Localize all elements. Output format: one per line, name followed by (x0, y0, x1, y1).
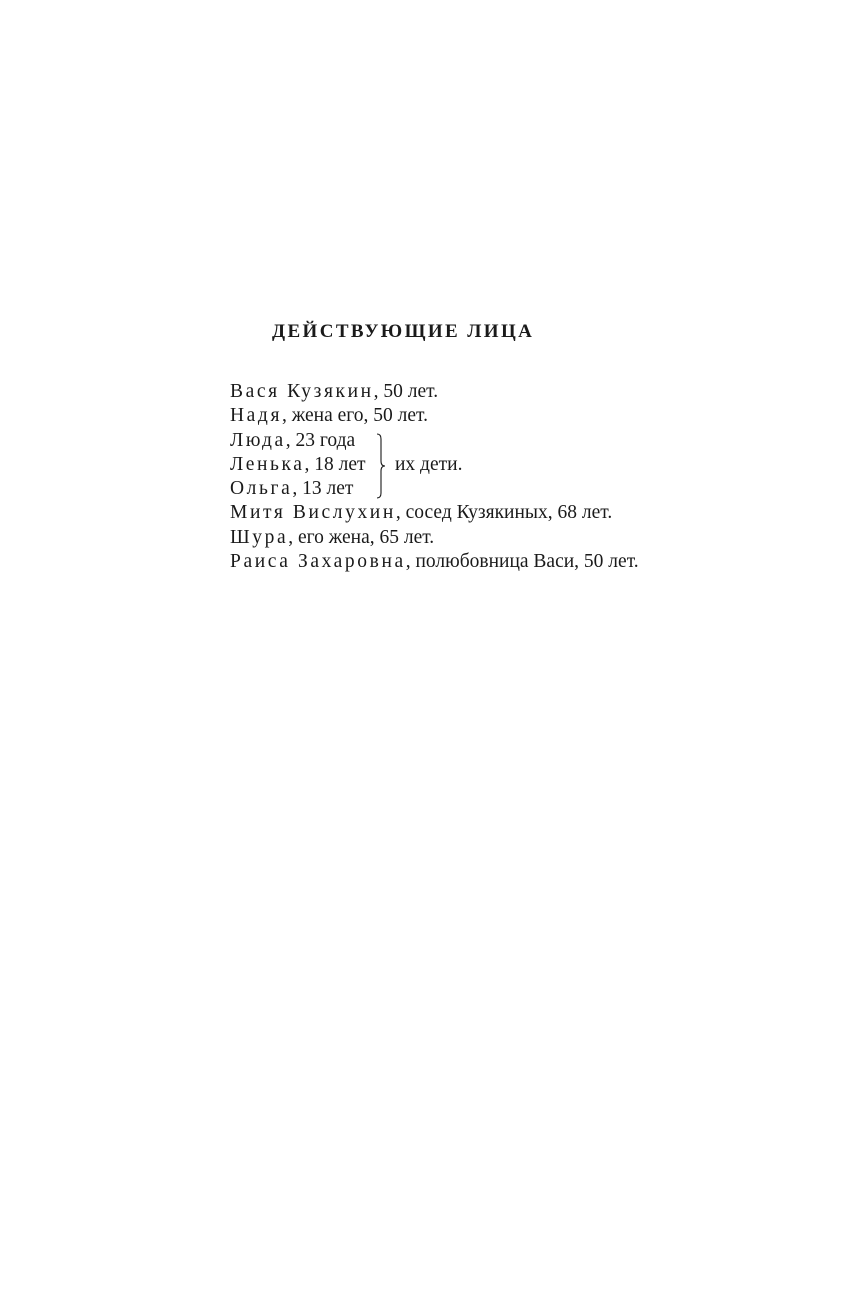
cast-item-vasya (230, 380, 830, 404)
cast-description: , жена его, 50 лет. (282, 405, 428, 427)
cast-name: Ленька (230, 453, 305, 475)
cast-description: , 18 лет (304, 453, 366, 475)
cast-item-shura (230, 526, 830, 550)
cast-description: , 50 лет. (373, 381, 439, 402)
cast-name: Надя (230, 405, 283, 427)
cast-description: , 23 года (285, 429, 356, 451)
cast-item-raisa (230, 550, 830, 574)
cast-description: , сосед Кузякиных, 68 лет. (395, 502, 613, 524)
children-group (230, 429, 830, 502)
right-brace-icon (376, 433, 386, 499)
cast-list (230, 380, 830, 574)
cast-item-olga (230, 477, 375, 501)
cast-name: Шура (230, 526, 289, 548)
cast-item-mitya (230, 501, 830, 525)
cast-name: Митя Вислухин (230, 502, 396, 524)
cast-description: , полюбовница Васи, 50 лет. (405, 551, 639, 573)
cast-name: Люда (230, 429, 286, 451)
cast-item-lenka (230, 453, 375, 477)
children-group-label: их дети. (395, 453, 463, 475)
cast-description: , 13 лет (292, 478, 354, 500)
cast-description: , его жена, 65 лет. (288, 526, 435, 548)
cast-item-lyuda (230, 429, 375, 453)
cast-item-nadya (230, 404, 830, 428)
cast-name: Вася Кузякин (230, 381, 374, 402)
cast-name: Ольга (230, 478, 293, 500)
page-title: ДЕЙСТВУЮЩИЕ ЛИЦА (272, 321, 535, 342)
cast-name: Раиса Захаровна (230, 551, 406, 573)
